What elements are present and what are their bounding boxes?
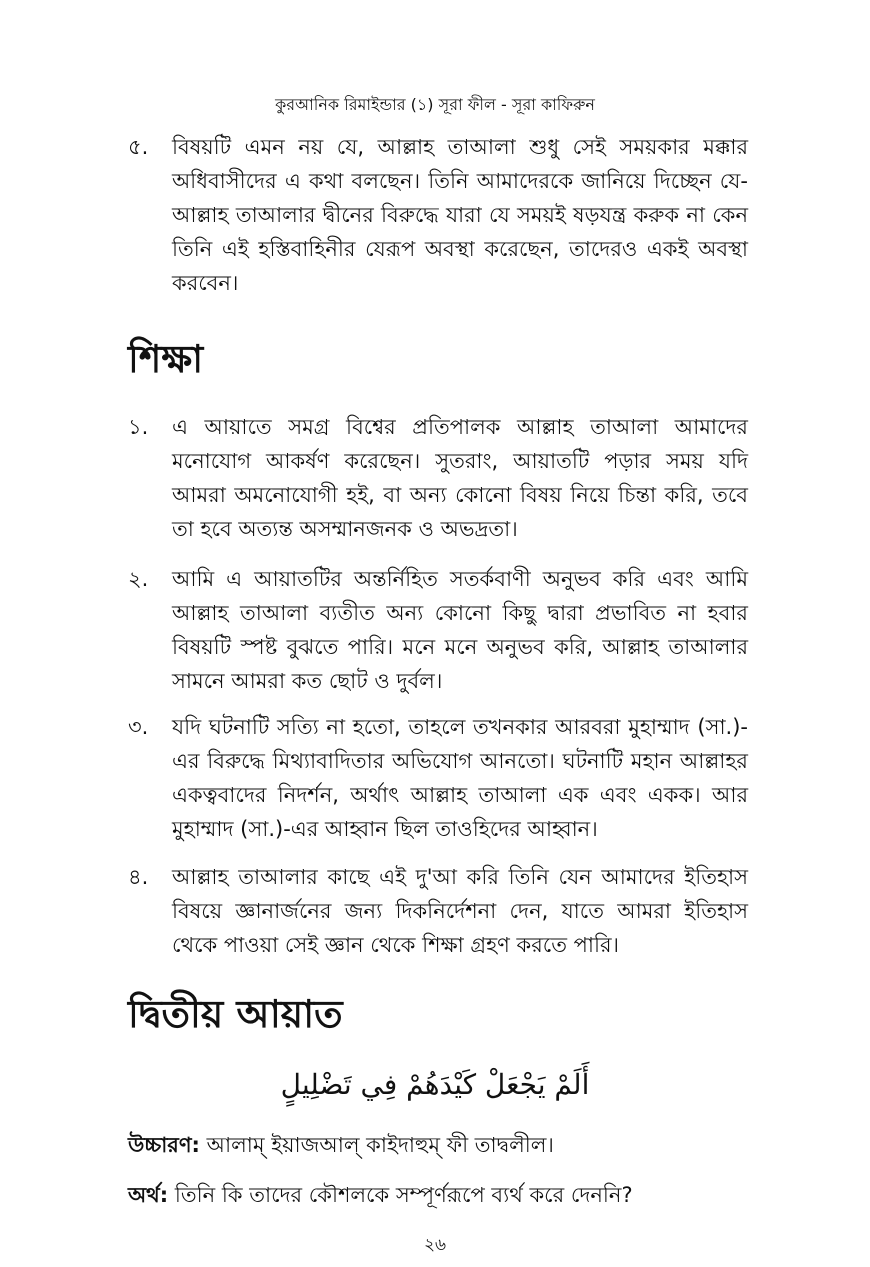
list-item [128,562,748,698]
item-text: আল্লাহ তাআলার কাছে এই দু'আ করি তিনি যেন আমাদের ইতিহাস বিষয়ে জ্ঞানার্জনের জন্য দিকনির্দেশনা দেন, যাতে আমরা ইতিহাস থেকে পাওয়া সেই জ্ঞান থেকে শিক্ষা গ্রহণ করতে পারি। [172,865,748,957]
pronunciation-line [128,1128,768,1162]
list-item [128,130,748,300]
item-text: এ আয়াতে সমগ্র বিশ্বের প্রতিপালক আল্লাহ তাআলা আমাদের মনোযোগ আকর্ষণ করেছেন। সুতরাং, আয়াতটি পড়ার সময় যদি আমরা অমনোযোগী হই, বা অন্য কোনো বিষয় নিয়ে চিন্তা করি, তবে তা হবে অত্যন্ত অসম্মানজনক ও অভদ্রতা। [172,415,748,541]
item-text: যদি ঘটনাটি সত্যি না হতো, তাহলে তখনকার আরবরা মুহাম্মাদ (সা.)-এর বিরুদ্ধে মিথ্যাবাদিতার অভিযোগ আনতো। ঘটনাটি মহান আল্লাহর একত্ববাদের নিদর্শন, অর্থাৎ আল্লাহ তাআলা এক এবং একক। আর মুহাম্মাদ (সা.)-এর আহ্বান ছিল তাওহিদের আহ্বান। [172,715,748,841]
meaning-line [128,1178,768,1212]
section-heading-verse: দ্বিতীয় আয়াত [128,992,343,1036]
meaning-label: অর্থ: [128,1183,169,1207]
pronunciation-label: উচ্চারণ: [128,1133,200,1157]
item-text: বিষয়টি এমন নয় যে, আল্লাহ তাআলা শুধু সেই সময়কার মক্কার অধিবাসীদের এ কথা বলছেন। তিনি আমাদেরকে জানিয়ে দিচ্ছেন যে- আল্লাহ তাআলার দ্বীনের বিরুদ্ধে যারা যে সময়ই ষড়যন্ত্র করুক না কেন তিনি এই হস্তিবাহিনীর যেরূপ অবস্থা করেছেন, তাদেরও একই অবস্থা করবেন। [172,135,748,295]
arabic-verse: أَلَمْ يَجْعَلْ كَيْدَهُمْ فِي تَضْلِيلٍ [280,1068,590,1101]
item-number: ১. [128,415,149,439]
list-item [128,860,748,962]
page-number: ২৬ [423,1235,447,1255]
item-number: ৩. [128,715,149,739]
list-item [128,410,748,546]
running-title: কুরআনিক রিমাইন্ডার (১) সূরা ফীল - সূরা কাফিরুন [275,95,595,114]
item-number: ৫. [128,135,149,159]
meaning-text: তিনি কি তাদের কৌশলকে সম্পূর্ণরূপে ব্যর্থ করে দেননি? [168,1183,633,1207]
section-heading-lesson: শিক্ষা [128,337,204,381]
item-number: ৪. [128,865,149,889]
pronunciation-text: আলাম্ ইয়াজআল্ কাইদাহুম্ ফী তাদ্বলীল। [199,1133,554,1157]
item-text: আমি এ আয়াতটির অন্তর্নিহিত সতর্কবাণী অনুভব করি এবং আমি আল্লাহ তাআলা ব্যতীত অন্য কোনো কিছু দ্বারা প্রভাবিত না হবার বিষয়টি স্পষ্ট বুঝতে পারি। মনে মনে অনুভব করি, আল্লাহ তাআলার সামনে আমরা কত ছোট ও দুর্বল। [172,567,748,693]
item-number: ২. [128,567,149,591]
list-item [128,710,748,846]
